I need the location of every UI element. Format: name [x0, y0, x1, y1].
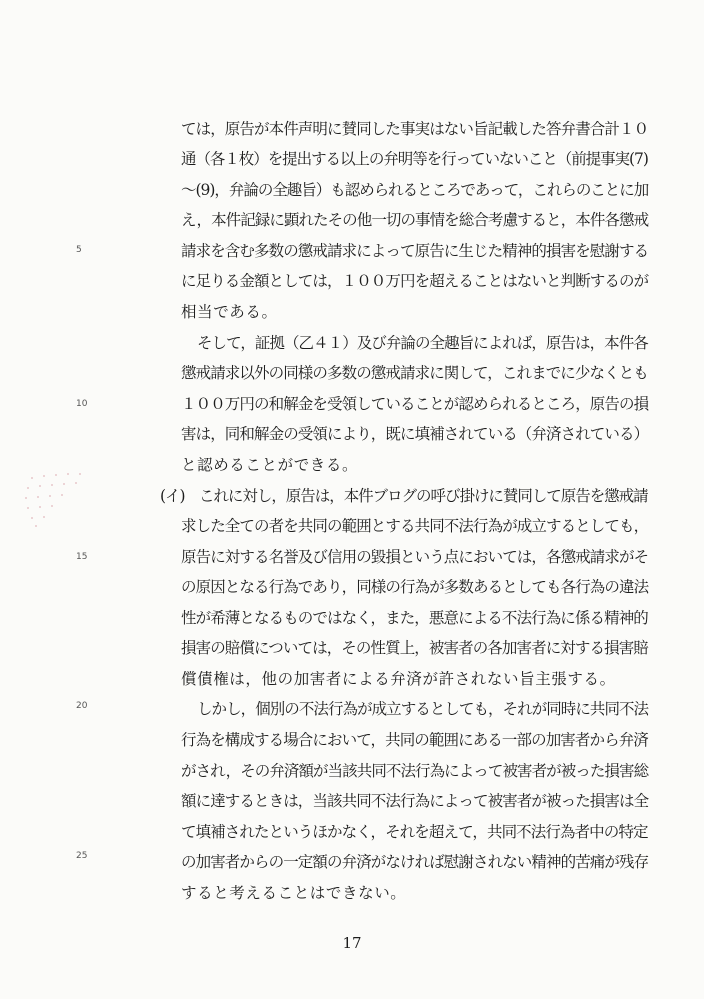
text-line: の原因となる行為であり，同様の行為が多数あるとしても各行為の違法	[181, 578, 649, 596]
text-line: 〜(9)，弁論の全趣旨）も認められるところであって，これらのことに加	[181, 181, 649, 199]
text-line: 損害の賠償については，その性質上，被害者の各加害者に対する損害賠	[181, 639, 648, 657]
line-number: 20	[76, 701, 88, 711]
text-line: がされ，その弁済額が当該共同不法行為によって被害者が被った損害総	[181, 762, 649, 780]
text-line: (イ) これに対し，原告は，本件ブログの呼び掛けに賛同して原告を懲戒請	[160, 487, 648, 505]
line-number: 5	[76, 245, 82, 255]
text-line: そして，証拠（乙４１）及び弁論の全趣旨によれば，原告は，本件各	[197, 334, 648, 352]
text-line: え，本件記録に顕れたその他一切の事情を総合考慮すると，本件各懲戒	[181, 211, 649, 229]
text-line: に足りる金額としては，１００万円を超えることはないと判断するのが	[181, 272, 649, 290]
text-line: 相当である。	[181, 303, 278, 321]
line-number: 10	[76, 399, 88, 409]
text-line: 額に達するときは，当該共同不法行為によって被害者が被った損害は全	[181, 792, 649, 810]
scan-dot-artifact	[22, 470, 92, 530]
text-line: すると考えることはできない。	[181, 884, 407, 902]
text-line: しかし，個別の不法行為が成立するとしても，それが同時に共同不法	[197, 700, 649, 718]
text-line: 懲戒請求以外の同様の多数の懲戒請求に関して，これまでに少なくとも	[181, 364, 648, 382]
text-line: 通（各１枚）を提出する以上の弁明等を行っていないこと（前提事実(7)	[181, 150, 648, 168]
text-line: ては，原告が本件声明に賛同した事実はない旨記載した答弁書合計１０	[181, 120, 649, 138]
text-line: １００万円の和解金を受領していることが認められるところ，原告の損	[181, 395, 649, 413]
text-line: 償債権は，他の加害者による弁済が許されない旨主張する。	[181, 670, 616, 688]
text-line: て填補されたというほかなく，それを超えて，共同不法行為者中の特定	[181, 823, 648, 841]
line-number: 15	[76, 552, 88, 562]
text-line: 原告に対する名誉及び信用の毀損という点においては，各懲戒請求がそ	[181, 548, 649, 566]
text-line: と認めることができる。	[181, 456, 359, 474]
text-line: 行為を構成する場合において，共同の範囲にある一部の加害者から弁済	[181, 731, 648, 749]
text-line: 性が希薄となるものではなく，また，悪意による不法行為に係る精神的	[181, 609, 648, 627]
text-line: の加害者からの一定額の弁済がなければ慰謝されない精神的苦痛が残存	[181, 853, 649, 871]
text-line: 害は，同和解金の受領により，既に填補されている（弁済されている）	[181, 425, 649, 443]
page-number: 17	[342, 934, 362, 952]
text-line: 求した全ての者を共同の範囲とする共同不法行為が成立するとしても，	[181, 517, 649, 535]
text-line: 請求を含む多数の懲戒請求によって原告に生じた精神的損害を慰謝する	[181, 242, 649, 260]
line-number: 25	[76, 851, 88, 861]
